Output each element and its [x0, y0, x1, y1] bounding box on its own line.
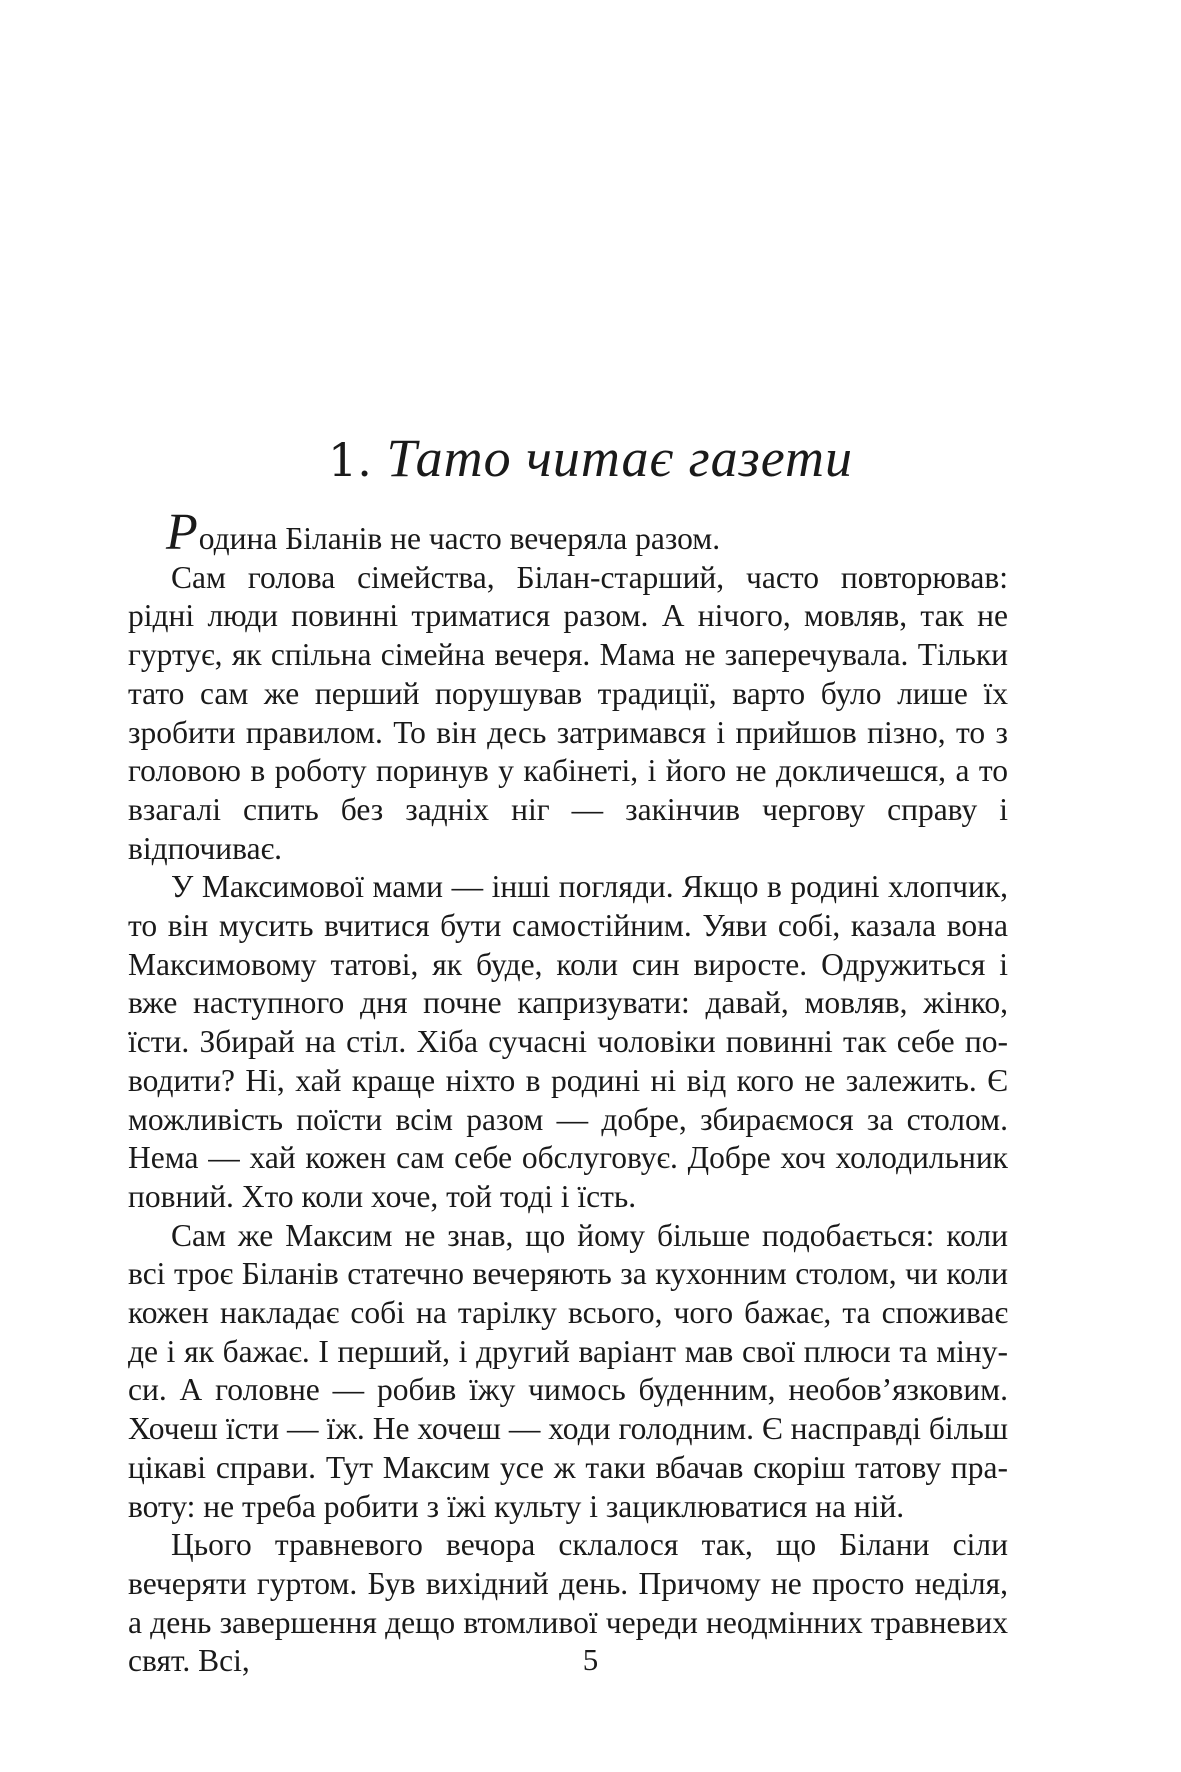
paragraph-5: Цього травневого вечора склалося так, що Білани сіли вечеряти гуртом. Був вихідний день. Причому не просто неділя, а день завершення дещо втомливої череди неодмінних травневих свят. Всі, [128, 1527, 1008, 1679]
paragraph-2: Сам голова сімейства, Білан-старший, часто повторював: рідні люди повинні триматися разом. А нічого, мовляв, так не гуртує, як спільна сімейна вечеря. Мама не заперечувала. Тільки тато сам же перший порушував традиції, варто було лише їх зробити правилом. То він десь затримався і прийшов пізно, то з головою в роботу поринув у кабінеті, і його не докличешся, а то взагалі спить без задніх ніг — закінчив чергову справу і відпочиває. [128, 559, 1008, 866]
drop-cap: Р [166, 504, 198, 561]
chapter-number: 1. [328, 433, 372, 487]
chapter-title: Тато читає газети [386, 428, 853, 488]
paragraph-4: Сам же Максим не знав, що йому більше подобається: коли всі троє Біланів статечно вечеряють за кухонним столом, чи коли кожен накладає собі на тарілку всього, чого бажає, та споживає де і як бажає. І перший, і другий варіант мав свої плюси та мінуси. А головне — робив їжу чимось буденним, необов’язковим. Хочеш їсти — їж. Не хочеш — ходи голодним. Є насправді більш цікаві справи. Тут Максим усе ж таки вбачав скоріш татову правоту: не треба робити з їжі культу і зациклюватися на ній. [128, 1217, 1008, 1524]
chapter-heading [0, 428, 1181, 490]
paragraph-3: У Максимової мами — інші погляди. Якщо в родині хлопчик, то він мусить вчитися бути самостійним. Уяви собі, казала вона Максимовому татові, як буде, коли син виросте. Одружиться і вже наступного дня почне капризувати: давай, мовляв, жінко, їсти. Збирай на стіл. Хіба сучасні чоловіки повинні так себе поводити? Ні, хай краще ніхто в родині ні від кого не залежить. Є можливість поїсти всім разом — добре, збираємося за столом. Нема — хай кожен сам себе обслуговує. Добре хоч холодильник повний. Хто коли хоче, той тоді і їсть. [128, 869, 1008, 1214]
paragraph-1 [128, 504, 1008, 561]
paragraph-1-text: одина Біланів не часто вечеряла разом. [198, 521, 721, 556]
page-number: 5 [582, 1642, 599, 1677]
chapter-body [128, 504, 1008, 1681]
